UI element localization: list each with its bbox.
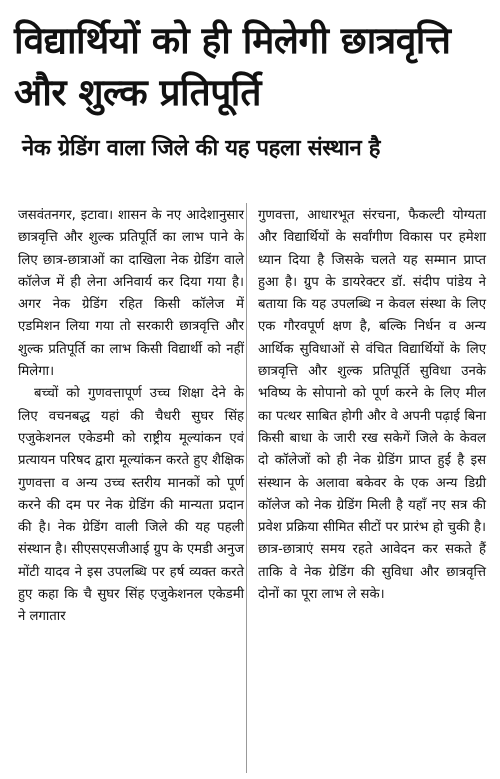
headline-line-1: विद्यार्थियों को ही मिलेगी छात्रवृत्ति [14,19,451,62]
column-divider [246,203,247,773]
paragraph-1: जसवंतनगर, इटावा। शासन के नए आदेशानुसार छात्रवृत्ति और शुल्क प्रतिपूर्ति का लाभ पाने के लिए छात्र-छात्राओं का दाखिला नेक ग्रेडिंग वाले कॉलेज में ही लेना अनिवार्य कर दिया गया है। अगर नेक ग्रेडिंग रहित किसी कॉलेज में एडमिशन लिया गया तो सरकारी छात्रवृत्ति और शुल्क प्रतिपूर्ति का लाभ किसी विद्यार्थी को नहीं मिलेगा। [18,208,244,380]
subheadline: नेक ग्रेडिंग वाला जिले की यह पहला संस्थान है [22,136,381,161]
article-column-left [18,205,244,629]
headline-line-2: और शुल्क प्रतिपूर्ति [14,71,261,114]
paragraph-3: गुणवत्ता, आधारभूत संरचना, फैकल्टी योग्यता और विद्यार्थियों के सर्वांगीण विकास पर हमेशा ध्यान दिया है जिसके चलते यह सम्मान प्राप्त हुआ है। ग्रुप के डायरेक्टर डॉ. संदीप पांडेय ने बताया कि यह उपलब्धि न केवल संस्था के लिए एक गौरवपूर्ण क्षण है, बल्कि निर्धन व अन्य आर्थिक सुविधाओं से वंचित विद्यार्थियों के लिए छात्रवृत्ति और शुल्क प्रतिपूर्ति सुविधा उनके भविष्य के सोपानो को पूर्ण करने के लिए मील का पत्थर साबित होगी और वे अपनी पढ़ाई बिना किसी बाधा के जारी रख सकेगें जिले के केवल दो कॉलेजों को ही नेक ग्रेडिंग प्राप्त हुई है इस संस्थान के अलावा बकेवर के एक अन्य डिग्री कॉलेज को नेक ग्रेडिंग मिली है यहाँ नए सत्र की प्रवेश प्रक्रिया सीमित सीटों पर प्रारंभ हो चुकी है। छात्र-छात्राएं समय रहते आवेदन कर सकते हैं ताकि वे नेक ग्रेडिंग की सुविधा और छात्रवृत्ति दोनों का पूरा लाभ ले सके। [258,208,486,603]
paragraph-2: बच्चों को गुणवत्तापूर्ण उच्च शिक्षा देने के लिए वचनबद्ध यहां की चैधरी सुघर सिंह एजुकेशनल एकेडमी को राष्ट्रीय मूल्यांकन एवं प्रत्यायन परिषद द्वारा मूल्यांकन करते हुए शैक्षिक गुणवत्ता व अन्य उच्च स्तरीय मानकों को पूर्ण करने की दम पर नेक ग्रेडिंग की मान्यता प्रदान की है। नेक ग्रेडिंग वाली जिले की यह पहली संस्थान है। सीएसएसजीआई ग्रुप के एमडी अनुज मोंटी यादव ने इस उपलब्धि पर हर्ष व्यक्त करते हुए कहा कि चै सुघर सिंह एजुकेशनल एकेडमी ने लगातार [18,386,244,625]
article-column-right [258,205,486,606]
